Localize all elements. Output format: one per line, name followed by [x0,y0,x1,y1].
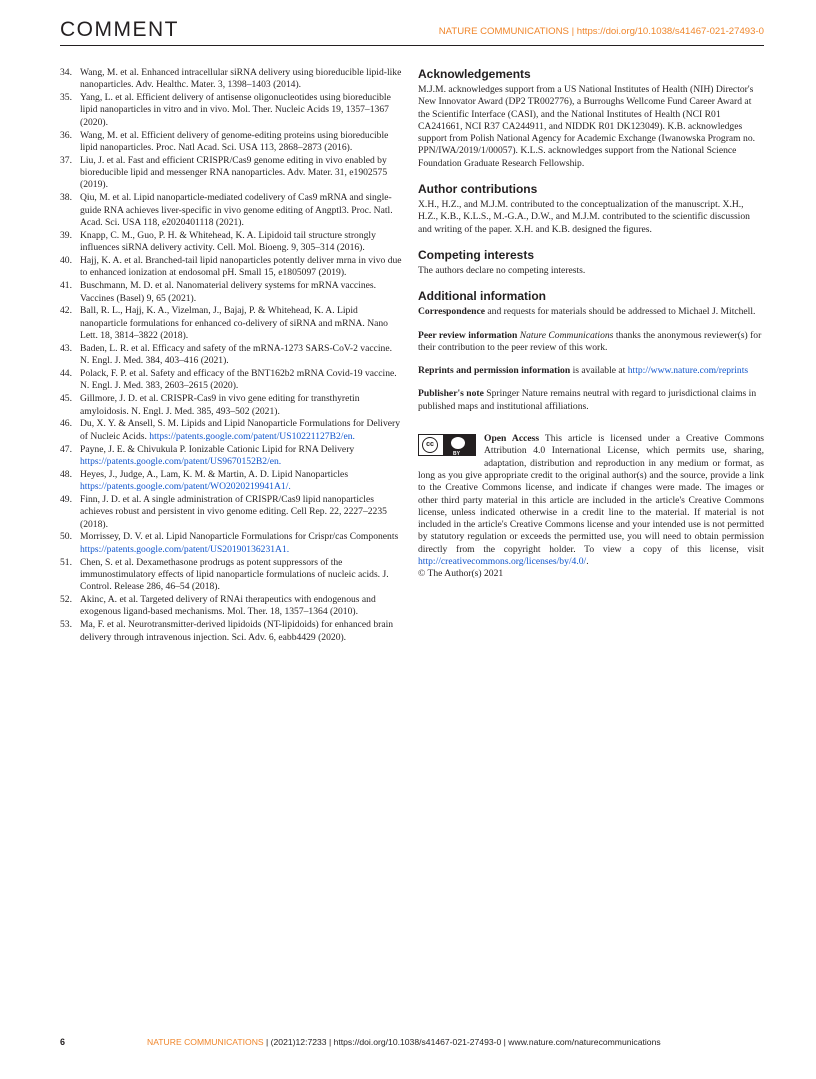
reference-number: 48. [60,468,72,480]
reference-number: 37. [60,154,72,166]
reference-number: 46. [60,418,72,430]
publisher-note-text: Springer Nature remains neutral with regard to jurisdictional claims in published maps and institutional affiliations. [418,388,757,412]
reference-text: Finn, J. D. et al. A single administration of CRISPR/Cas9 lipid nanoparticles achieves robust and persistent in vivo genome editing. Cell Rep. 22, 2227–2235 (2018). [80,494,387,530]
attribution-icon [443,435,475,458]
reference-text: Heyes, J., Judge, A., Lam, K. M. & Martin, A. D. Lipid Nanoparticles [80,468,349,480]
acknowledgements-heading: Acknowledgements [418,67,531,81]
reference-number: 49. [60,494,72,505]
acknowledgements-text: M.J.M. acknowledges support from a US National Institutes of Health (NIH) Director's New Innovator Award (DP2 TR002776), a Burroughs Wellcome Fund Career Award at the Scientific Interface (CASI), and the National Institutes of Health (NCI R01 CA241661, NCI R37 CA244911, and NIDDK R01 DK123049). K.B. acknowledges support from Polish National Agency for Academic Exchange (Iwanowska Program no. PPN/IWA/2019/1/00057). K.L.S. acknowledges support from the National Science Foundation Graduate Research Fellowship. [418,84,756,169]
reference-number: 51. [60,556,72,568]
page-number: 6 [60,1037,66,1047]
reference-text: Du, X. Y. & Ansell, S. M. Lipids and Lipid Nanoparticle Formulations for Delivery of Nucleic Acids. [80,418,401,442]
reference-number: 43. [60,342,72,354]
reference-text: Akinc, A. et al. Targeted delivery of RNAi therapeutics with endogenous and exogenous ligand-based mechanisms. Mol. Ther. 18, 1357–1364 (2010). [80,594,376,618]
reference-text: Payne, J. E. & Chivukula P. Ionizable Cationic Lipid for RNA Delivery [80,443,355,455]
reference-item [60,594,402,619]
reference-item [60,494,402,531]
peer-review-label: Peer review information [418,329,518,341]
creative-commons-link[interactable]: http://creativecommons.org/licenses/by/4.0/ [418,556,587,568]
reference-number: 47. [60,443,72,455]
additional-information-heading: Additional information [418,289,546,304]
open-access-text: This article is licensed under a Creative Commons Attribution 4.0 International License, which permits use, sharing, adaptation, distribution and reproduction in any medium or format, as long as you give appropriate credit to the original author(s) and the source, provide a link to the Creative Commons license, and indicate if changes were made. The images or other third party material in this article are included in the article's Creative Commons license, unless indicated otherwise in a credit line to the material. If material is not included in the article's Creative Commons license and your intended use is not permitted by statutory regulation or exceeds the permitted use, you will need to obtain permission directly from the copyright holder. To view a copy of this license, visit [418,433,764,555]
reference-link[interactable]: https://patents.google.com/patent/US9670152B2/en. [80,455,282,467]
reference-number: 35. [60,92,72,104]
footer-citation [147,1037,661,1047]
journal-doi-header[interactable]: NATURE COMMUNICATIONS | https://doi.org/10.1038/s41467-021-27493-0 [438,26,764,37]
reference-item [60,368,402,393]
competing-interests-text: The authors declare no competing interests. [418,264,586,276]
reference-item [60,619,402,644]
reference-item [60,305,402,342]
reference-number: 52. [60,594,72,606]
reference-number: 41. [60,280,72,292]
header-rule [60,45,764,46]
correspondence-label: Correspondence [418,306,485,318]
reference-number: 50. [60,531,72,543]
reference-number: 38. [60,192,72,204]
cc-icon: cc [422,437,438,453]
reference-number: 42. [60,305,72,317]
open-access-section [418,433,764,568]
reference-text: Baden, L. R. et al. Efficacy and safety of the mRNA-1273 SARS-CoV-2 vaccine. N. Engl. J. Med. 384, 403–416 (2021). [80,342,392,367]
reference-text: Buschmann, M. D. et al. Nanomaterial delivery systems for mRNA vaccines. Vaccines (Basel) 9, 65 (2021). [80,280,377,304]
by-label: BY [453,451,460,458]
reference-item [60,67,402,92]
reference-item [60,444,402,469]
author-contributions-text: X.H., H.Z., and M.J.M. contributed to the conceptualization of the manuscript. X.H., H.Z., K.B., K.L.S., M.-G.A., D.W., and M.J.M. contributed to the scientific discussion and writing of the paper. X.H. and K.B. designed the figures. [418,199,750,235]
reference-number: 45. [60,393,72,405]
reference-item [60,531,402,556]
page-header [60,18,764,44]
reference-text: Ma, F. et al. Neurotransmitter-derived lipidoids (NT-lipidoids) for enhanced brain delivery through intravenous injection. Sci. Adv. 6, eabb4429 (2020). [80,619,394,643]
reprints-label: Reprints and permission information [418,365,571,377]
publisher-note-paragraph [418,388,764,413]
reference-list [60,67,402,645]
reference-text: Wang, M. et al. Enhanced intracellular siRNA delivery using bioreducible lipid-like nanoparticles. Adv. Healthc. Mater. 3, 1398–1403 (2014). [80,67,402,91]
reference-item [60,192,402,229]
reference-text: Gillmore, J. D. et al. CRISPR-Cas9 in vivo gene editing for transthyretin amyloidosis. N. Engl. J. Med. 385, 493–502 (2021). [80,393,360,417]
correspondence-text: and requests for materials should be addressed to Michael J. Mitchell. [487,306,756,318]
reference-item [60,393,402,418]
reference-item [60,130,402,155]
competing-interests-heading: Competing interests [418,247,535,262]
reference-text: Polack, F. P. et al. Safety and efficacy of the BNT162b2 mRNA Covid-19 vaccine. N. Engl. J. Med. 383, 2603–2615 (2020). [80,368,397,392]
reference-item [60,230,402,255]
page-footer [60,1037,764,1051]
reference-number: 53. [60,619,72,631]
peer-review-journal: Nature Communications [519,329,614,341]
reference-text: Chen, S. et al. Dexamethasone prodrugs as potent suppressors of the immunostimulatory effects of lipid nanoparticle formulations of nucleic acids. J. Control. Release 286, 46–54 (2018). [80,556,389,593]
copyright-notice: © The Author(s) 2021 [418,568,504,580]
reprints-text: is available at [572,365,626,377]
reference-item [60,557,402,594]
competing-interests-section [418,248,764,277]
reference-link[interactable]: https://patents.google.com/patent/WO2020219941A1/. [80,481,291,493]
reference-link[interactable]: https://patents.google.com/patent/US20190136231A1. [80,543,290,555]
section-label: COMMENT [60,18,179,41]
footer-text: | (2021)12:7233 | https://doi.org/10.1038/s41467-021-27493-0 | www.nature.com/naturecommunications [263,1037,661,1047]
reprints-paragraph [418,365,764,377]
reference-text: Knapp, C. M., Guo, P. H. & Whitehead, K. A. Lipidoid tail structure strongly influences siRNA delivery activity. Cell. Mol. Bioeng. 9, 305–314 (2016). [80,229,376,254]
author-contributions-heading: Author contributions [418,182,538,197]
author-contributions-section [418,182,764,236]
reference-item [60,255,402,280]
correspondence-paragraph [418,306,764,318]
reference-item [60,418,402,443]
footer-journal: NATURE COMMUNICATIONS [147,1037,264,1047]
reference-text: Morrissey, D. V. et al. Lipid Nanoparticle Formulations for Crispr/cas Components [80,531,399,543]
reference-item [60,280,402,305]
right-column [418,67,764,581]
publisher-note-label: Publisher's note [418,388,484,400]
acknowledgements-section [418,67,764,170]
reference-item [60,92,402,129]
reference-text: Ball, R. L., Hajj, K. A., Vizelman, J., Bajaj, P. & Whitehead, K. A. Lipid nanoparticle formulations for enhanced co-delivery of siRNA and mRNA. Nano Lett. 18, 3814–3822 (2018). [80,305,388,341]
reference-number: 39. [60,229,72,241]
reference-text: Qiu, M. et al. Lipid nanoparticle-mediated codelivery of Cas9 mRNA and single-guide RNA achieves liver-specific in vivo genome editing of Angptl3. Proc. Natl. Acad. Sci. USA 118, e2020401118 (2021). [80,192,393,228]
peer-review-paragraph [418,330,764,355]
reference-item [60,469,402,494]
reference-number: 36. [60,129,72,141]
reference-number: 40. [60,255,72,267]
cc-by-license-badge[interactable] [418,434,476,456]
reference-text: Wang, M. et al. Efficient delivery of genome-editing proteins using bioreducible lipid nanoparticles. Proc. Natl Acad. Sci. USA 113, 2868–2873 (2016). [80,129,389,153]
reference-number: 34. [60,67,72,78]
reference-item [60,155,402,192]
open-access-label: Open Access [484,433,540,445]
reference-item [60,343,402,368]
additional-information-section [418,289,764,413]
reference-text: Hajj, K. A. et al. Branched-tail lipid nanoparticles potently deliver mrna in vivo due to enhanced ionization at endosomal pH. Small 15, e1805097 (2019). [80,255,402,279]
reprints-link[interactable]: http://www.nature.com/reprints [627,365,749,377]
reference-number: 44. [60,368,72,380]
open-access-end: . [586,556,589,568]
peer-review-text: thanks the anonymous reviewer(s) for their contribution to the peer review of this work. [418,329,762,353]
reference-text: Liu, J. et al. Fast and efficient CRISPR/Cas9 genome editing in vivo enabled by bioreducible lipid and messenger RNA nanoparticles. Adv. Mater. 31, e1902575 (2019). [80,154,388,191]
reference-link[interactable]: https://patents.google.com/patent/US10221127B2/en. [149,430,355,442]
reference-text: Yang, L. et al. Efficient delivery of antisense oligonucleotides using bioreducible lipid nanoparticles in vitro and in vivo. Mol. Ther. Nucleic Acids 19, 1357–1367 (2020). [80,92,391,128]
